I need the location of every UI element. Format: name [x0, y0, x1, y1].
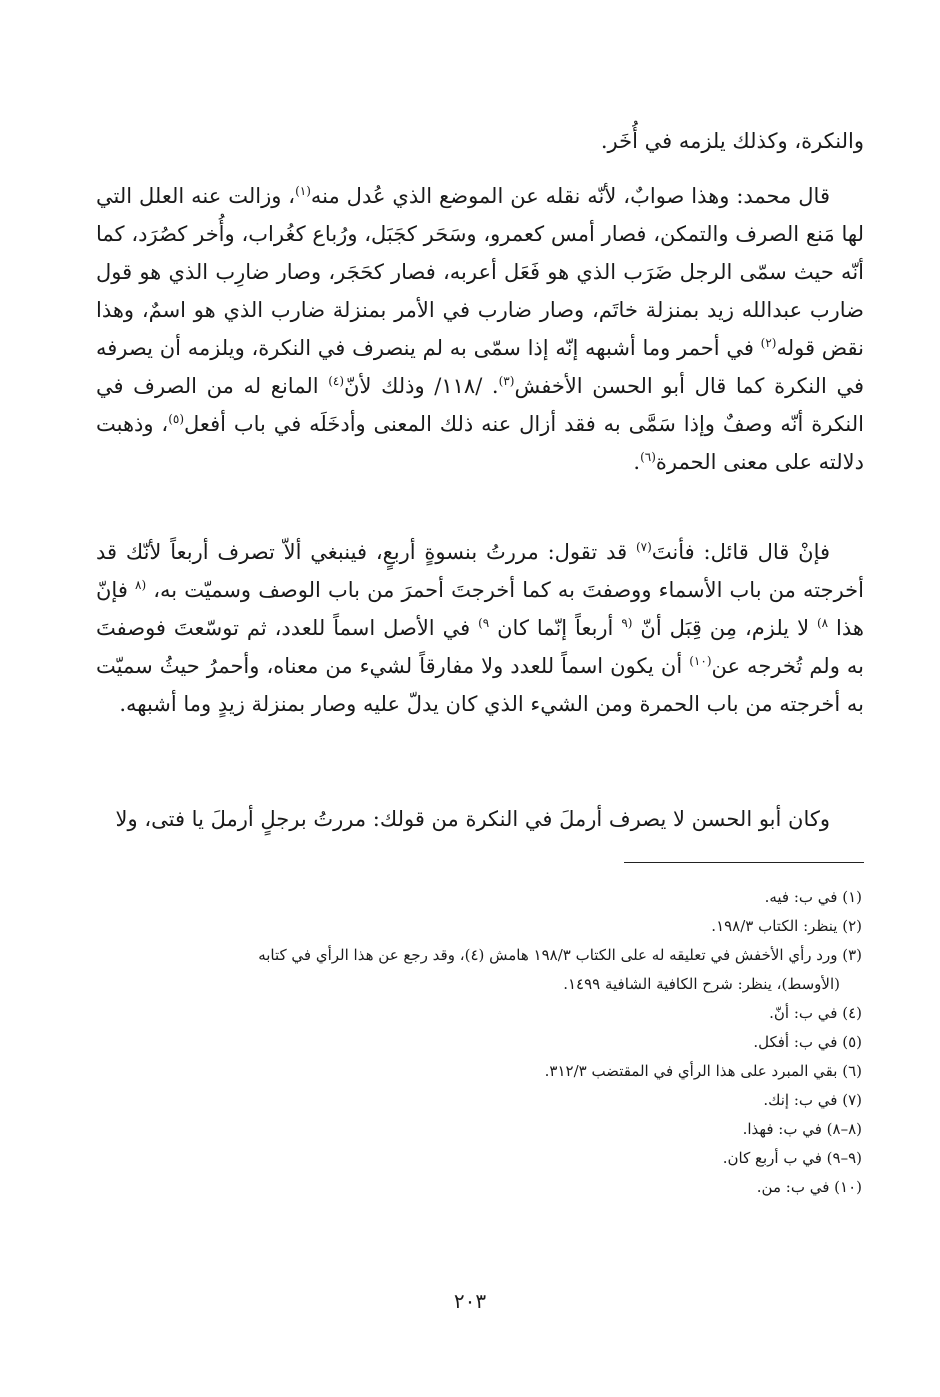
text-segment: أن يكون اسماً للعدد ولا مفارقاً لشيء من معناه، وأحمرُ حيثُ سميّت به أخرجته من باب الحمرة ومن الشيء الذي كان يدلّ عليه وصار بمنزلة زيدٍ وما أشبهه.	[96, 654, 864, 716]
footnote-9: (٩–٩) في ب أربع كان.	[722, 1149, 862, 1167]
footnote-ref[interactable]: (٧)	[635, 540, 652, 554]
footnote-ref[interactable]: (١)	[295, 184, 311, 198]
footnote-ref[interactable]: (١٠)	[689, 654, 712, 668]
footnote-3: (٣) ورد رأي الأخفش في تعليقه له على الكتاب ١٩٨/٣ هامش (٤)، وقد رجع عن هذا الرأي في كتابه	[258, 946, 862, 964]
text-segment: قد تقول: مررتُ بنسوةٍ أربعٍ، فينبغي ألاّ تصرف أربعاً لأنّك قد أخرجته من باب الأسماء ووصفتَ به كما أخرجتَ أحمرَ من باب الوصف وسميّت به،	[96, 540, 864, 602]
footnote-ref[interactable]: (٨	[134, 578, 147, 592]
continuation-line	[96, 122, 864, 160]
paragraph-3	[96, 800, 864, 838]
footnote-ref[interactable]: (٣)	[498, 374, 515, 388]
footnote-ref[interactable]: ٩)	[478, 616, 490, 630]
footnote-1: (١) في ب: فيه.	[764, 888, 862, 906]
paragraph-1-text	[96, 177, 864, 481]
text-segment: في أحمر وما أشبهه إنّه إذا سمّى به لم ينصرف في النكرة، ويلزمه أن يصرفه في النكرة كما قال أبو الحسن الأخفش	[96, 336, 864, 398]
text-segment: . /١١٨/ وذلك لأنّ	[344, 374, 499, 398]
footnote-ref[interactable]: (٥)	[168, 412, 185, 426]
footnote-8: (٨–٨) في ب: فهذا.	[742, 1120, 862, 1138]
footnote-2: (٢) ينظر: الكتاب ١٩٨/٣.	[711, 917, 862, 935]
footnote-6: (٦) بقي المبرد على هذا الرأي في المقتضب ٣١٢/٣.	[544, 1062, 862, 1080]
text-segment: في الأصل اسماً للعدد، ثم توسّعتَ فوصفتَ به ولم تُخرجه عن	[96, 616, 864, 678]
text-segment: المانع له من الصرف في النكرة أنّه وصفٌ وإذا سَمَّى به فقد أزال عنه ذلك المعنى وأدخَلَه في باب أفعل	[96, 374, 864, 436]
text-segment: لا يلزم، مِن قِبَل أنّ	[632, 616, 817, 640]
footnote-10: (١٠) في ب: من.	[756, 1178, 862, 1196]
text-segment: .	[633, 450, 641, 474]
footnote-ref[interactable]: (٦)	[640, 450, 656, 464]
paragraph-1	[96, 177, 864, 481]
text-segment: ، وزالت عنه العلل التي لها مَنع الصرف والتمكن، فصار أمس كعمرو، وسَحَر كجَبَل، ورُباع كغُراب، وأُخر كصُرَد، كما أنّه حيث سمّى الرجل ضَرَب الذي هو فَعَل أعربه، فصار كحَجَر، وصار ضارِب الذي هو قول ضارب عبدالله زيد بمنزلة خاتَم، وصار ضارب في الأمر بمنزلة ضارب الذي هو اسمٌ، وهذا نقض قوله	[96, 184, 864, 360]
paragraph-2	[96, 533, 864, 723]
paragraph-2-text	[96, 533, 864, 723]
footnote-4: (٤) في ب: أنّ.	[769, 1004, 862, 1022]
footnote-divider	[624, 862, 864, 863]
footnote-ref[interactable]: ٨)	[816, 616, 829, 630]
footnote-ref[interactable]: (٢)	[760, 336, 777, 350]
footnote-5: (٥) في ب: أفكل.	[753, 1033, 862, 1051]
footnote-ref[interactable]: (٤)	[328, 374, 345, 388]
text-segment: قال محمد: وهذا صوابٌ، لأنّه نقله عن الموضع الذي عُدل منه	[310, 184, 830, 208]
footnotes-section	[96, 883, 862, 1202]
footnote-7: (٧) في ب: إنك.	[763, 1091, 862, 1109]
footnote-ref[interactable]: (٩	[621, 616, 633, 630]
text-segment: أربعاً إنّما كان	[489, 616, 622, 640]
text-segment: ، وذهبت دلالته على معنى الحمرة	[96, 412, 864, 474]
page-number: ٢٠٣	[453, 1289, 487, 1313]
first-line-text: والنكرة، وكذلك يلزمه في أُخَر.	[600, 129, 864, 153]
text-segment: فإنْ قال قائل: فأنتَ	[651, 540, 831, 564]
footnote-3-continued: (الأوسط)، ينظر: شرح الكافية الشافية ١٤٩٩.	[563, 975, 840, 993]
text-segment: فإنّ هذا	[96, 578, 864, 640]
paragraph-3-text: وكان أبو الحسن لا يصرف أرملَ في النكرة من قولك: مررتُ برجلٍ أرملَ يا فتى، ولا	[115, 807, 830, 831]
